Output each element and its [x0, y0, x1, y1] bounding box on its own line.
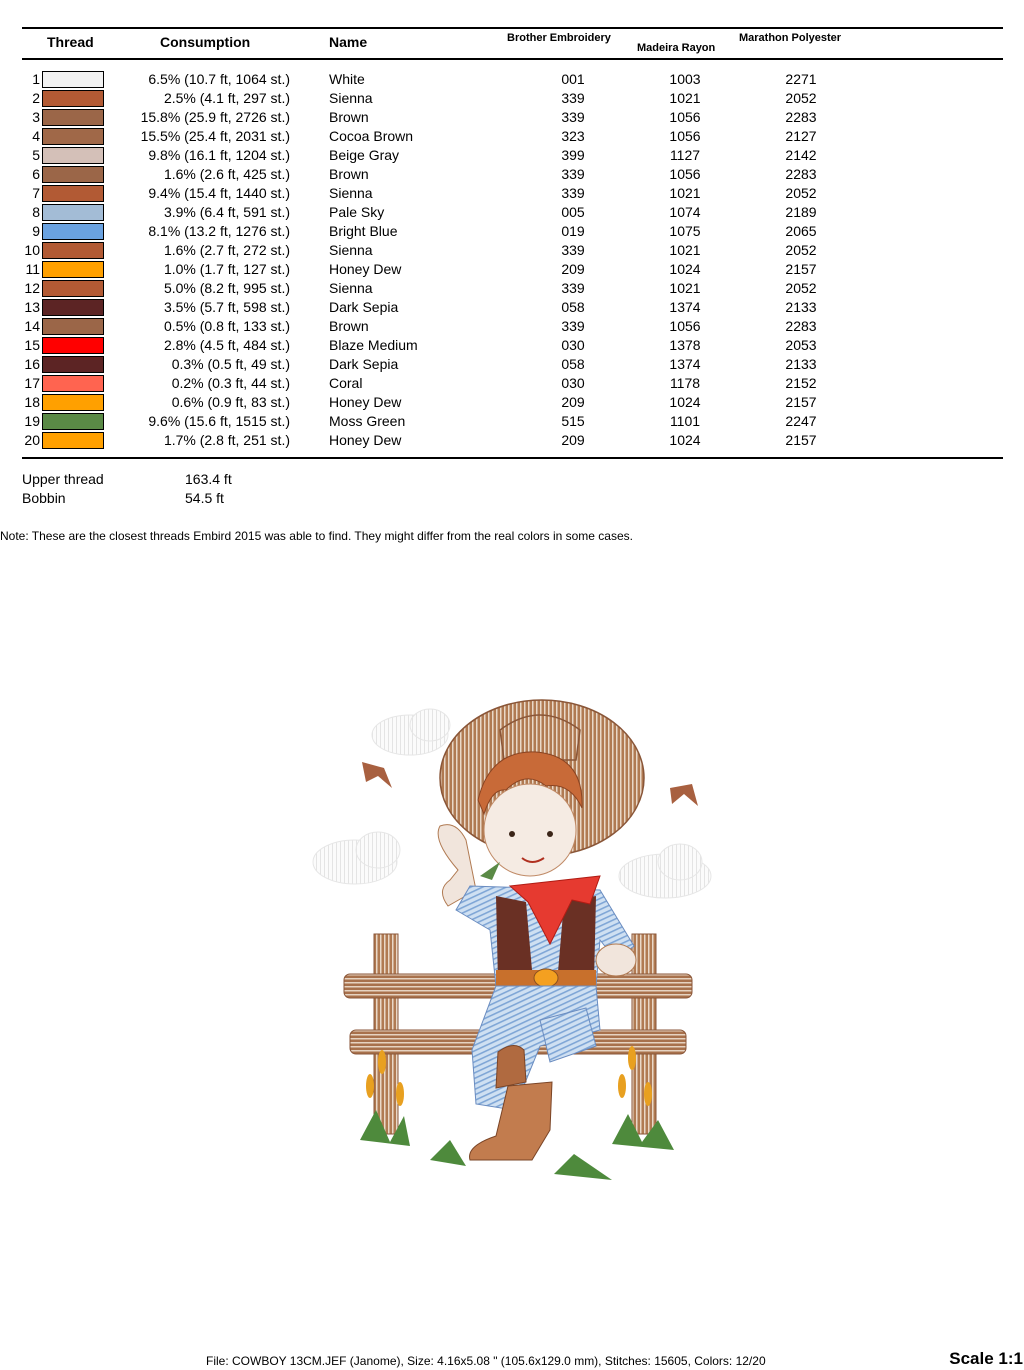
- madeira-code: 1021: [669, 242, 701, 258]
- thread-swatch: [42, 166, 104, 183]
- thread-consumption: 2.8% (4.5 ft, 484 st.): [163, 337, 290, 353]
- brother-code: 001: [561, 71, 585, 87]
- thread-name: Sienna: [329, 185, 373, 201]
- table-row: [0, 89, 1024, 108]
- thread-swatch: [42, 413, 104, 430]
- brother-code: 339: [561, 242, 585, 258]
- brother-code: 030: [561, 375, 585, 391]
- thread-swatch: [42, 223, 104, 240]
- bobbin-value: 54.5 ft: [185, 490, 224, 506]
- marathon-code: 2283: [785, 166, 817, 182]
- table-row: [0, 203, 1024, 222]
- table-top-rule: [22, 27, 1003, 29]
- header-brother: Brother Embroidery: [507, 32, 611, 44]
- marathon-code: 2157: [785, 432, 817, 448]
- table-row: [0, 165, 1024, 184]
- madeira-code: 1374: [669, 299, 701, 315]
- table-row: [0, 70, 1024, 89]
- madeira-code: 1021: [669, 280, 701, 296]
- thread-swatch: [42, 394, 104, 411]
- thread-name: Coral: [329, 375, 363, 391]
- thread-name: Honey Dew: [329, 432, 402, 448]
- marathon-code: 2283: [785, 109, 817, 125]
- thread-swatch: [42, 261, 104, 278]
- thread-consumption: 1.6% (2.6 ft, 425 st.): [163, 166, 290, 182]
- brother-code: 209: [561, 261, 585, 277]
- brother-code: 058: [561, 356, 585, 372]
- thread-number: 10: [24, 242, 40, 258]
- madeira-code: 1378: [669, 337, 701, 353]
- thread-name: Dark Sepia: [329, 299, 399, 315]
- table-row: [0, 108, 1024, 127]
- grass-right: [554, 1114, 674, 1180]
- marathon-code: 2052: [785, 185, 817, 201]
- madeira-code: 1374: [669, 356, 701, 372]
- brother-code: 209: [561, 394, 585, 410]
- thread-number: 16: [24, 356, 40, 372]
- madeira-code: 1021: [669, 185, 701, 201]
- thread-number: 11: [25, 261, 40, 277]
- marathon-code: 2133: [785, 299, 817, 315]
- thread-consumption: 3.5% (5.7 ft, 598 st.): [163, 299, 290, 315]
- thread-swatch: [42, 128, 104, 145]
- thread-swatch: [42, 185, 104, 202]
- table-row: [0, 431, 1024, 450]
- table-row: [0, 412, 1024, 431]
- thread-name: Brown: [329, 109, 369, 125]
- thread-name: Dark Sepia: [329, 356, 399, 372]
- bobbin-label: Bobbin: [22, 490, 66, 506]
- thread-swatch: [42, 432, 104, 449]
- table-row: [0, 279, 1024, 298]
- thread-swatch: [42, 375, 104, 392]
- grass-left: [360, 1110, 466, 1166]
- thread-name: Pale Sky: [329, 204, 385, 220]
- thread-number: 3: [32, 109, 40, 125]
- header-consumption: Consumption: [160, 34, 251, 50]
- thread-name: Bright Blue: [329, 223, 398, 239]
- thread-name: Sienna: [329, 280, 373, 296]
- table-row: [0, 355, 1024, 374]
- thread-consumption: 15.8% (25.9 ft, 2726 st.): [140, 109, 290, 125]
- madeira-code: 1056: [669, 166, 701, 182]
- brother-code: 399: [561, 147, 585, 163]
- table-bottom-rule: [22, 457, 1003, 459]
- madeira-code: 1101: [669, 413, 701, 429]
- thread-swatch: [42, 280, 104, 297]
- thread-consumption: 15.5% (25.4 ft, 2031 st.): [140, 128, 290, 144]
- scale-label: Scale 1:1: [949, 1349, 1023, 1368]
- brother-code: 005: [561, 204, 585, 220]
- thread-name: Moss Green: [329, 413, 406, 429]
- thread-name: Sienna: [329, 242, 373, 258]
- table-row: [0, 127, 1024, 146]
- madeira-code: 1127: [669, 147, 701, 163]
- marathon-code: 2152: [785, 375, 817, 391]
- madeira-code: 1056: [669, 128, 701, 144]
- madeira-code: 1024: [669, 394, 701, 410]
- table-row: [0, 317, 1024, 336]
- brother-code: 339: [561, 280, 585, 296]
- thread-name: White: [329, 71, 365, 87]
- thread-number: 8: [32, 204, 40, 220]
- thread-consumption: 0.2% (0.3 ft, 44 st.): [171, 375, 290, 391]
- thread-swatch: [42, 109, 104, 126]
- marathon-code: 2283: [785, 318, 817, 334]
- brother-code: 339: [561, 318, 585, 334]
- thread-consumption: 0.5% (0.8 ft, 133 st.): [163, 318, 290, 334]
- cloud-left: [313, 832, 400, 884]
- brother-code: 339: [561, 185, 585, 201]
- marathon-code: 2052: [785, 242, 817, 258]
- thread-consumption: 1.0% (1.7 ft, 127 st.): [163, 261, 290, 277]
- brother-code: 323: [561, 128, 585, 144]
- thread-name: Sienna: [329, 90, 373, 106]
- thread-consumption: 8.1% (13.2 ft, 1276 st.): [148, 223, 290, 239]
- marathon-code: 2247: [785, 413, 817, 429]
- thread-number: 6: [32, 166, 40, 182]
- thread-number: 15: [24, 337, 40, 353]
- thread-name: Honey Dew: [329, 394, 402, 410]
- table-row: [0, 260, 1024, 279]
- cloud-right: [619, 844, 711, 898]
- marathon-code: 2189: [785, 204, 817, 220]
- madeira-code: 1003: [669, 71, 701, 87]
- madeira-code: 1075: [669, 223, 701, 239]
- marathon-code: 2271: [785, 71, 817, 87]
- marathon-code: 2052: [785, 280, 817, 296]
- brother-code: 209: [561, 432, 585, 448]
- brother-code: 339: [561, 90, 585, 106]
- thread-number: 18: [24, 394, 40, 410]
- marathon-code: 2052: [785, 90, 817, 106]
- cowboy-embroidery-preview: [300, 690, 720, 1200]
- thread-swatch: [42, 242, 104, 259]
- table-row: [0, 374, 1024, 393]
- thread-swatch: [42, 147, 104, 164]
- thread-name: Blaze Medium: [329, 337, 418, 353]
- thread-swatch: [42, 90, 104, 107]
- madeira-code: 1024: [669, 432, 701, 448]
- upper-thread-value: 163.4 ft: [185, 471, 232, 487]
- cloud-top: [372, 709, 450, 755]
- thread-swatch: [42, 204, 104, 221]
- madeira-code: 1056: [669, 109, 701, 125]
- thread-number: 9: [32, 223, 40, 239]
- brother-code: 515: [561, 413, 585, 429]
- table-row: [0, 146, 1024, 165]
- brother-code: 030: [561, 337, 585, 353]
- header-thread: Thread: [47, 34, 94, 50]
- thread-consumption: 5.0% (8.2 ft, 995 st.): [163, 280, 290, 296]
- marathon-code: 2157: [785, 394, 817, 410]
- thread-name: Honey Dew: [329, 261, 402, 277]
- thread-consumption: 9.4% (15.4 ft, 1440 st.): [148, 185, 290, 201]
- bird-right-icon: [670, 784, 698, 806]
- thread-name: Cocoa Brown: [329, 128, 414, 144]
- madeira-code: 1024: [669, 261, 701, 277]
- header-madeira: Madeira Rayon: [637, 42, 716, 54]
- marathon-code: 2127: [785, 128, 817, 144]
- marathon-code: 2157: [785, 261, 817, 277]
- thread-swatch: [42, 299, 104, 316]
- brother-code: 058: [561, 299, 585, 315]
- thread-consumption: 0.6% (0.9 ft, 83 st.): [171, 394, 290, 410]
- thread-number: 13: [24, 299, 40, 315]
- thread-number: 19: [24, 413, 40, 429]
- thread-name: Brown: [329, 318, 369, 334]
- header-name: Name: [329, 34, 368, 50]
- table-row: [0, 184, 1024, 203]
- thread-number: 1: [32, 71, 40, 87]
- file-info-footer: File: COWBOY 13CM.JEF (Janome), Size: 4.16x5.08 " (105.6x129.0 mm), Stitches: 15605, Colors: 12/20: [206, 1354, 766, 1368]
- thread-number: 7: [32, 185, 40, 201]
- thread-swatch: [42, 71, 104, 88]
- marathon-code: 2065: [785, 223, 817, 239]
- marathon-code: 2133: [785, 356, 817, 372]
- table-row: [0, 241, 1024, 260]
- thread-name: Beige Gray: [329, 147, 400, 163]
- thread-swatch: [42, 318, 104, 335]
- header-bottom-rule: [22, 58, 1003, 60]
- thread-number: 2: [32, 90, 40, 106]
- thread-name: Brown: [329, 166, 369, 182]
- thread-consumption: 1.7% (2.8 ft, 251 st.): [163, 432, 290, 448]
- madeira-code: 1178: [669, 375, 701, 391]
- brother-code: 339: [561, 109, 585, 125]
- thread-number: 12: [24, 280, 40, 296]
- table-row: [0, 298, 1024, 317]
- bird-left-icon: [362, 762, 392, 788]
- thread-note: Note: These are the closest threads Embird 2015 was able to find. They might differ from the real colors in some cases.: [0, 529, 633, 543]
- thread-number: 20: [24, 432, 40, 448]
- brother-code: 339: [561, 166, 585, 182]
- madeira-code: 1074: [669, 204, 701, 220]
- thread-number: 14: [24, 318, 40, 334]
- table-row: [0, 393, 1024, 412]
- thread-consumption: 2.5% (4.1 ft, 297 st.): [163, 90, 290, 106]
- table-row: [0, 222, 1024, 241]
- thread-number: 17: [24, 375, 40, 391]
- marathon-code: 2142: [785, 147, 817, 163]
- thread-consumption: 9.6% (15.6 ft, 1515 st.): [148, 413, 290, 429]
- thread-consumption: 3.9% (6.4 ft, 591 st.): [163, 204, 290, 220]
- brother-code: 019: [561, 223, 585, 239]
- marathon-code: 2053: [785, 337, 817, 353]
- table-row: [0, 336, 1024, 355]
- thread-consumption: 0.3% (0.5 ft, 49 st.): [171, 356, 290, 372]
- thread-number: 5: [32, 147, 40, 163]
- madeira-code: 1021: [669, 90, 701, 106]
- thread-consumption: 1.6% (2.7 ft, 272 st.): [163, 242, 290, 258]
- madeira-code: 1056: [669, 318, 701, 334]
- thread-swatch: [42, 337, 104, 354]
- header-marathon: Marathon Polyester: [739, 32, 842, 44]
- thread-consumption: 6.5% (10.7 ft, 1064 st.): [148, 71, 290, 87]
- thread-swatch: [42, 356, 104, 373]
- thread-number: 4: [32, 128, 40, 144]
- thread-consumption: 9.8% (16.1 ft, 1204 st.): [148, 147, 290, 163]
- upper-thread-label: Upper thread: [22, 471, 104, 487]
